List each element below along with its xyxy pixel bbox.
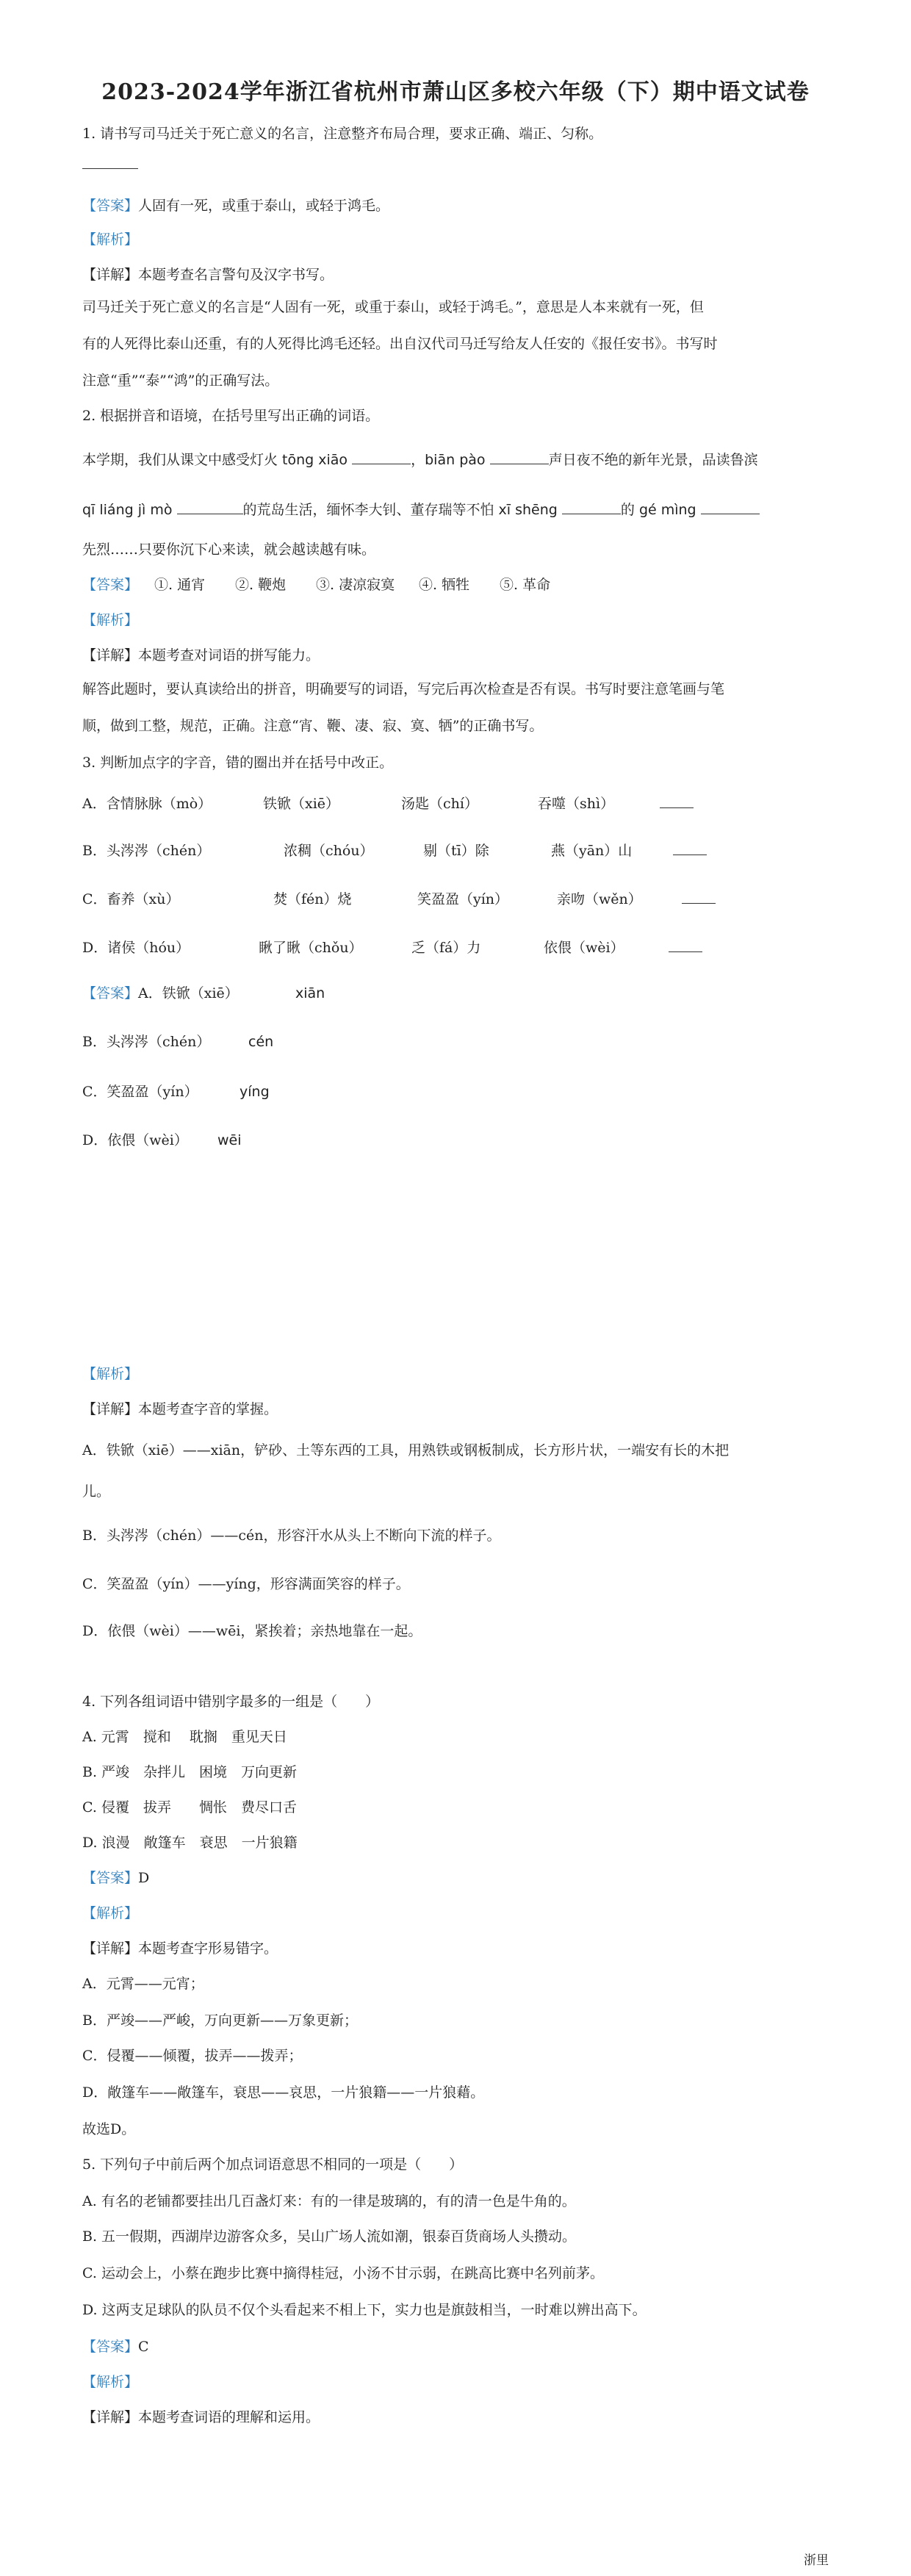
- q1-explain-2: 有的人死得比泰山还重，有的人死得比鸿毛还轻。出自汉代司马迁写给友人任安的《报任安书》。书写时: [82, 336, 718, 352]
- page-title: 2023-2024学年浙江省杭州市萧山区多校六年级（下）期中语文试卷: [101, 79, 810, 105]
- q5-detail: 【详解】本题考查词语的理解和运用。: [82, 2409, 320, 2425]
- q2-question: 2. 根据拼音和语境，在括号里写出正确的词语。: [82, 408, 380, 424]
- q5-option-d: D. 这两支足球队的队员不仅个头看起来不相上下，实力也是旗鼓相当，一时难以辨出高下。: [82, 2302, 647, 2318]
- q3-answer-b: B．头涔涔（chén） cén: [82, 1034, 274, 1050]
- q2-line3: 先烈……只要你沉下心来读，就会越读越有味。: [82, 542, 376, 558]
- page-footer: 浙里: [804, 2553, 829, 2568]
- q4-detail: 【详解】本题考查字形易错字。: [82, 1940, 278, 1957]
- q3-row-d: D．诸侯（hóu） 瞅了瞅（chǒu） 乏（fá）力 依偎（wèi）: [82, 938, 702, 958]
- q1-explain-1: 司马迁关于死亡意义的名言是“人固有一死，或重于泰山，或轻于鸿毛。”，意思是人本来就有一死，但: [82, 299, 704, 315]
- q4-question: 4. 下列各组词语中错别字最多的一组是（ ）: [82, 1694, 380, 1710]
- q3-row-a: A．含情脉脉（mò） 铁锨（xiē） 汤匙（chí） 吞噬（shì）: [82, 794, 694, 814]
- q4-explain-4: D．敞篷车——敞篷车，衰思——哀思，一片狼籍——一片狼藉。: [82, 2084, 485, 2101]
- q4-analysis-label: 【解析】: [82, 1905, 139, 1921]
- q3-explain-5: D．依偎（wèi）——wēi，紧挨着；亲热地靠在一起。: [82, 1623, 422, 1639]
- q4-explain-2: B．严竣——严峻，万向更新——万象更新；: [82, 2012, 358, 2029]
- q1-blank-line: [82, 154, 138, 175]
- q2-answer: 【答案】 ①. 通宵 ②. 鞭炮 ③. 凄凉寂寞 ④. 牺牲 ⑤. 革命: [82, 577, 551, 593]
- q4-option-d: D. 浪漫 敞篷车 衰思 一片狼籍: [82, 1835, 298, 1851]
- q4-answer: 【答案】D: [82, 1870, 150, 1886]
- q2-explain-2: 顺，做到工整，规范，正确。注意“宵、鞭、凄、寂、寞、牺”的正确书写。: [82, 718, 544, 734]
- q4-explain-3: C．侵覆——倾覆，拔弄——拨弄；: [82, 2048, 303, 2064]
- q3-row-c: C．畜养（xù） 焚（fén）烧 笑盈盈（yín） 亲吻（wěn）: [82, 889, 716, 910]
- q4-option-a: A. 元霄 搅和 耽搁 重见天日: [82, 1729, 287, 1745]
- q2-explain-1: 解答此题时，要认真读给出的拼音，明确要写的词语，写完后再次检查是否有误。书写时要注意笔画与笔: [82, 681, 725, 697]
- q2-analysis-label: 【解析】: [82, 612, 139, 628]
- q5-option-a: A. 有名的老铺都要挂出几百盏灯来：有的一律是玻璃的，有的清一色是牛角的。: [82, 2193, 576, 2209]
- q1-analysis-label: 【解析】: [82, 231, 139, 248]
- answer-label: 【答案】: [82, 198, 139, 214]
- q1-answer: 【答案】人固有一死，或重于泰山，或轻于鸿毛。: [82, 198, 390, 214]
- q2-detail: 【详解】本题考查对词语的拼写能力。: [82, 647, 320, 663]
- q3-answer-a: 【答案】A．铁锨（xiē） xiān: [82, 985, 325, 1001]
- q3-analysis-label: 【解析】: [82, 1366, 139, 1382]
- q1-detail: 【详解】本题考查名言警句及汉字书写。: [82, 267, 334, 283]
- q3-explain-2: 儿。: [82, 1483, 111, 1500]
- q3-answer-d: D．依偎（wèi） wēi: [82, 1132, 242, 1148]
- q5-analysis-label: 【解析】: [82, 2374, 139, 2390]
- q1-explain-3: 注意“重”“泰”“鸿”的正确写法。: [82, 373, 279, 389]
- q2-line2: qī liáng jì mò 的荒岛生活，缅怀李大钊、董存瑞等不怕 xī shēng 的 gé mìng: [82, 500, 760, 520]
- q5-option-c: C. 运动会上，小蔡在跑步比赛中摘得桂冠，小汤不甘示弱，在跳高比赛中名列前茅。: [82, 2265, 604, 2281]
- q1-question: 1. 请书写司马迁关于死亡意义的名言，注意整齐布局合理，要求正确、端正、匀称。: [82, 126, 603, 142]
- q3-explain-3: B．头涔涔（chén）——cén，形容汗水从头上不断向下流的样子。: [82, 1528, 501, 1544]
- q3-question: 3. 判断加点字的字音，错的圈出并在括号中改正。: [82, 755, 394, 771]
- q4-explain-5: 故选D。: [82, 2121, 136, 2137]
- q4-option-c: C. 侵覆 拔弄 惆怅 费尽口舌: [82, 1799, 297, 1816]
- q5-option-b: B. 五一假期，西湖岸边游客众多，吴山广场人流如潮，银泰百货商场人头攒动。: [82, 2228, 577, 2245]
- q3-explain-1: A．铁锨（xiē）——xiān，铲砂、土等东西的工具，用熟铁或钢板制成，长方形片状，一端安有长的木把: [82, 1442, 730, 1458]
- q5-answer: 【答案】C: [82, 2339, 149, 2355]
- q3-answer-c: C．笑盈盈（yín） yíng: [82, 1084, 270, 1100]
- q2-line1: 本学期，我们从课文中感受灯火 tōng xiāo ，biān pào 声日夜不绝的新年光景，品读鲁滨: [82, 452, 758, 468]
- q5-question: 5. 下列句子中前后两个加点词语意思不相同的一项是（ ）: [82, 2156, 464, 2173]
- q4-explain-1: A．元霄——元宵；: [82, 1976, 204, 1992]
- q3-explain-4: C．笑盈盈（yín）——yíng，形容满面笑容的样子。: [82, 1576, 410, 1592]
- q4-option-b: B. 严竣 杂拌儿 困境 万向更新: [82, 1764, 298, 1780]
- q3-detail: 【详解】本题考查字音的掌握。: [82, 1401, 278, 1417]
- q3-row-b: B．头涔涔（chén） 浓稠（chóu） 剔（tī）除 燕（yān）山: [82, 841, 707, 861]
